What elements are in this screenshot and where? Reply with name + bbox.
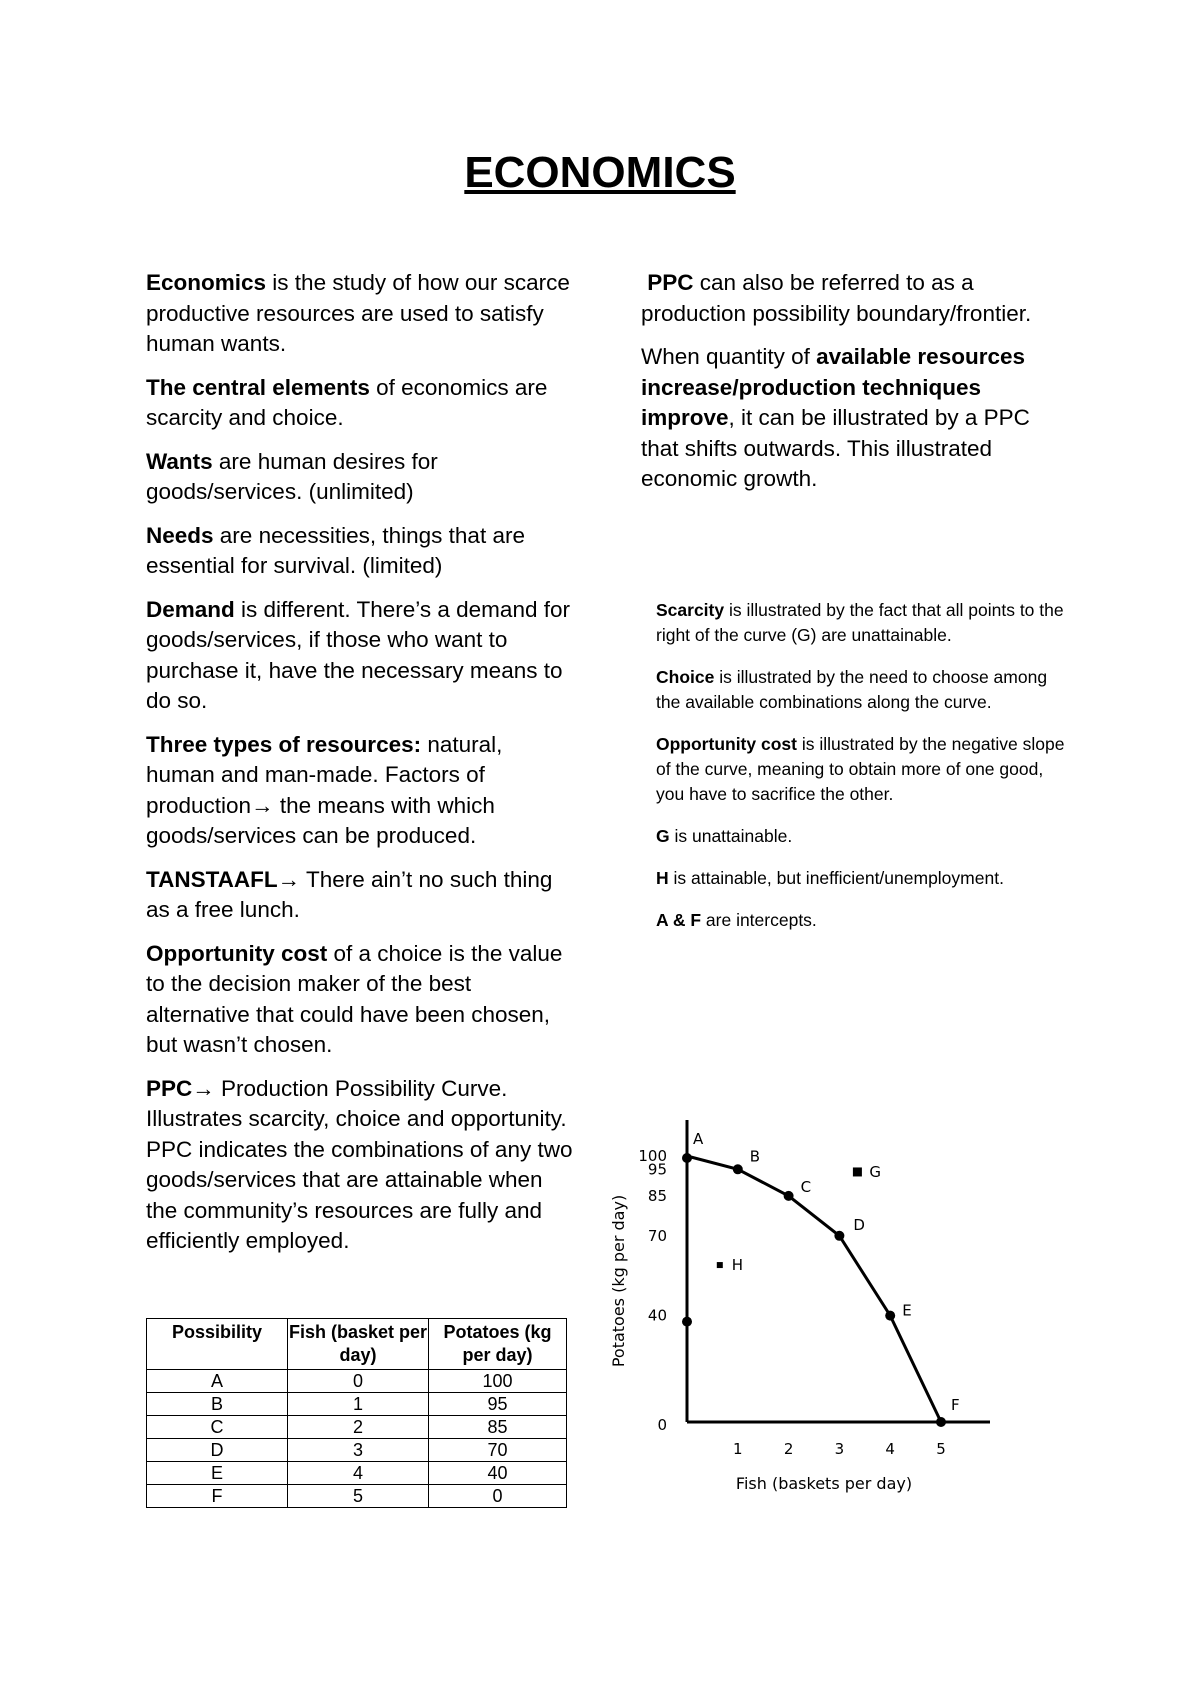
para-economics: Economics is the study of how our scarce productive resources are used to satisfy human wants. <box>146 270 570 356</box>
para-tanstaafl: TANSTAAFL→ There ain’t no such thing as a free lunch. <box>146 866 553 922</box>
table-cell: F <box>147 1485 288 1508</box>
table-cell: 95 <box>429 1393 567 1416</box>
y-axis-point-40 <box>682 1317 692 1327</box>
ppc-curve-line <box>687 1156 941 1422</box>
point-label-f: F <box>951 1396 960 1414</box>
table-cell: 85 <box>429 1416 567 1439</box>
point-label-h: H <box>731 1256 744 1275</box>
para-demand: Demand is different. There’s a demand for goods/services, if those who want to purchase it, have the necessary means to do so. <box>146 596 570 713</box>
para-wants: Wants are human desires for goods/services. (unlimited) <box>146 448 438 504</box>
y-tick-label: 70 <box>647 1226 667 1245</box>
table-cell: 0 <box>288 1370 429 1393</box>
y-tick-label: 85 <box>647 1186 667 1205</box>
note-choice: Choice is illustrated by the need to choose among the available combinations along the curve. <box>656 667 1048 712</box>
table-cell: 2 <box>288 1416 429 1439</box>
table-cell: 3 <box>288 1439 429 1462</box>
table-cell: 40 <box>429 1462 567 1485</box>
header-potatoes: Potatoes (kg per day) <box>429 1319 567 1370</box>
point-label-c: C <box>800 1177 812 1196</box>
header-possibility: Possibility <box>147 1319 288 1370</box>
table-cell: 0 <box>429 1485 567 1508</box>
table-cell: D <box>147 1439 288 1462</box>
table-cell: B <box>147 1393 288 1416</box>
x-axis-title: Fish (baskets per day) <box>735 1474 913 1493</box>
curve-point-d <box>834 1231 844 1241</box>
y-axis-title: Potatoes (kg per day) <box>609 1194 628 1368</box>
point-label-e: E <box>902 1301 912 1320</box>
note-intercepts: A & F are intercepts. <box>656 910 817 930</box>
note-g: G is unattainable. <box>656 826 793 846</box>
x-tick-label: 2 <box>783 1440 794 1458</box>
x-tick-label: 5 <box>936 1440 946 1458</box>
curve-point-a <box>682 1153 692 1163</box>
point-label-b: B <box>749 1147 761 1166</box>
para-ppc-frontier: PPC can also be referred to as a production possibility boundary/frontier. <box>641 270 1032 326</box>
table-cell: 5 <box>288 1485 429 1508</box>
note-scarcity: Scarcity is illustrated by the fact that all points to the right of the curve (G) are unattainable. <box>656 600 1064 645</box>
note-h: H is attainable, but inefficient/unemployment. <box>656 868 1004 888</box>
curve-point-e <box>885 1311 895 1321</box>
para-ppc: PPC→ Production Possibility Curve. Illustrates scarcity, choice and opportunity. PPC indicates the combinations of any two goods/services that are attainable when the community’s resources are fully and efficiently employed. <box>146 1075 573 1253</box>
extra-point-h <box>717 1262 723 1268</box>
curve-point-b <box>733 1164 743 1174</box>
y-tick-label: 95 <box>647 1160 667 1179</box>
point-label-d: D <box>853 1215 865 1234</box>
note-opportunity-cost: Opportunity cost is illustrated by the negative slope of the curve, meaning to obtain more of one good, you have to sacrifice the other. <box>656 734 1065 804</box>
x-tick-label: 1 <box>733 1440 743 1458</box>
header-fish: Fish (basket per day) <box>288 1319 429 1370</box>
x-tick-label: 4 <box>885 1440 895 1458</box>
para-opportunity-cost: Opportunity cost of a choice is the value to the decision maker of the best alternative that could have been chosen, but wasn’t chosen. <box>146 940 563 1057</box>
page-title: ECONOMICS <box>464 148 736 197</box>
x-tick-label: 3 <box>834 1440 845 1458</box>
para-resources: Three types of resources: natural, human and man-made. Factors of production→ the means with which goods/services can be produced. <box>146 731 503 848</box>
table-cell: A <box>147 1370 288 1393</box>
y-tick-label: 0 <box>657 1416 667 1434</box>
table-cell: E <box>147 1462 288 1485</box>
para-growth: When quantity of available resources increase/production techniques improve, it can be illustrated by a PPC that shifts outwards. This illustrated economic growth. <box>641 344 1030 491</box>
table-cell: 4 <box>288 1462 429 1485</box>
curve-point-c <box>784 1191 794 1201</box>
para-needs: Needs are necessities, things that are essential for survival. (limited) <box>146 522 525 578</box>
table-cell: 70 <box>429 1439 567 1462</box>
table-cell: 100 <box>429 1370 567 1393</box>
extra-point-g <box>853 1167 862 1176</box>
table-cell: C <box>147 1416 288 1439</box>
para-central-elements: The central elements of economics are scarcity and choice. <box>146 374 548 430</box>
point-label-a: A <box>693 1130 704 1148</box>
table-cell: 1 <box>288 1393 429 1416</box>
curve-point-f <box>936 1417 946 1427</box>
y-tick-label: 40 <box>647 1306 667 1325</box>
point-label-g: G <box>869 1162 882 1181</box>
y-tick-label: 100 <box>638 1147 667 1165</box>
